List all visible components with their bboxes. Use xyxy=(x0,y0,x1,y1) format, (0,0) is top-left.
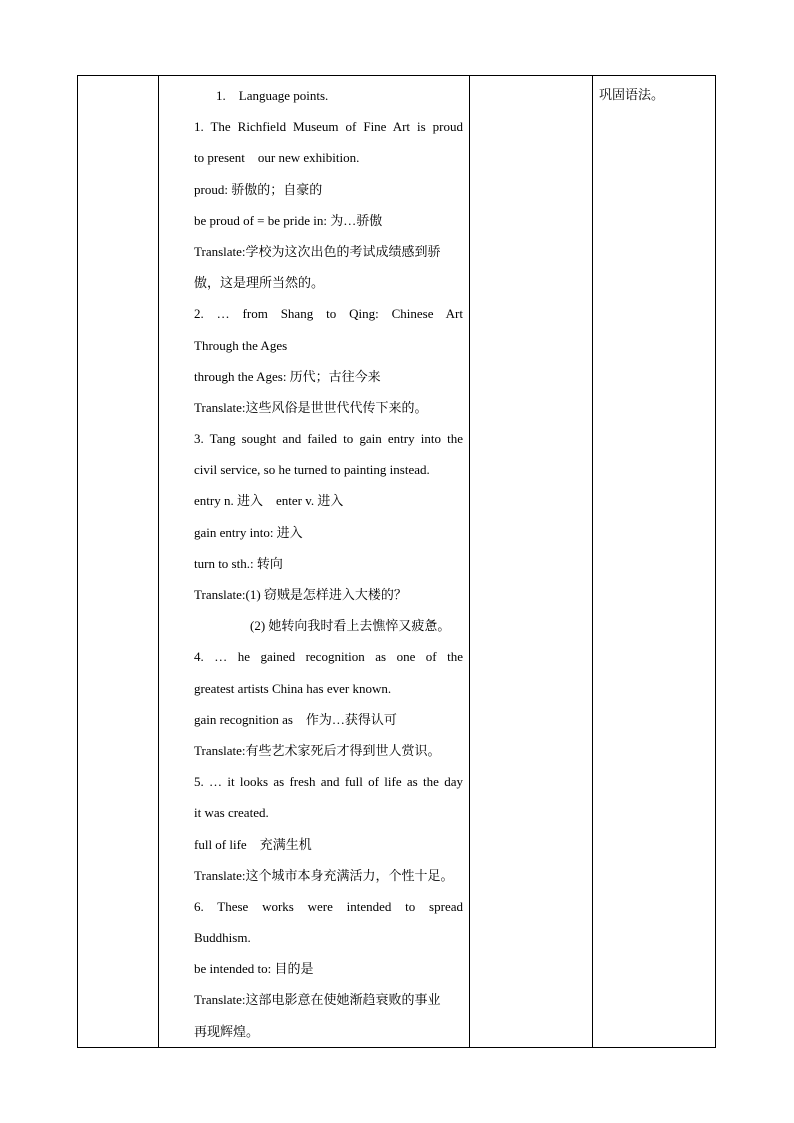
text-line: 4. … he gained recognition as one of the xyxy=(194,649,463,665)
text-line: gain entry into: 进入 xyxy=(194,524,303,540)
text-line: 6. These works were intended to spread xyxy=(194,898,463,914)
text-line: 3. Tang sought and failed to gain entry into the xyxy=(194,431,463,447)
text-line: proud: 骄傲的；自豪的 xyxy=(194,181,323,197)
lesson-table xyxy=(77,75,716,1048)
text-line: Translate:学校为这次出色的考试成绩感到骄 xyxy=(194,243,441,259)
text-line: Buddhism. xyxy=(194,930,251,946)
text-line: greatest artists China has ever known. xyxy=(194,680,392,696)
text-line: Translate:有些艺术家死后才得到世人赏识。 xyxy=(194,742,441,758)
note-text: 巩固语法。 xyxy=(599,88,665,103)
text-line: 2. … from Shang to Qing: Chinese Art xyxy=(194,306,463,322)
text-line: to present our new exhibition. xyxy=(194,150,360,166)
text-line: through the Ages: 历代；古往今来 xyxy=(194,368,381,384)
text-line: Translate:这个城市本身充满活力，个性十足。 xyxy=(194,867,454,883)
text-line: gain recognition as 作为…获得认可 xyxy=(194,711,397,727)
blank-cell-left xyxy=(78,76,159,1048)
text-line: Through the Ages xyxy=(194,337,288,353)
text-line: entry n. 进入 enter v. 进入 xyxy=(194,493,344,509)
text-line: full of life 充满生机 xyxy=(194,836,312,852)
text-line: 1. The Richfield Museum of Fine Art is proud xyxy=(194,119,463,135)
note-cell xyxy=(593,76,716,1048)
text-line: 傲，这是理所当然的。 xyxy=(194,275,325,291)
text-line: be proud of = be pride in: 为…骄傲 xyxy=(194,212,383,228)
blank-cell-middle xyxy=(470,76,593,1048)
text-line: Translate:(1) 窃贼是怎样进入大楼的？ xyxy=(194,587,407,602)
text-line: 1. Language points. xyxy=(216,88,329,103)
text-line: it was created. xyxy=(194,805,269,821)
text-line: Translate:这些风俗是世世代代传下来的。 xyxy=(194,399,428,415)
language-points-content xyxy=(159,76,469,1047)
text-line: 5. … it looks as fresh and full of life as the day xyxy=(194,774,463,790)
language-points-cell xyxy=(159,76,470,1048)
text-line: 再现辉煌。 xyxy=(194,1023,260,1039)
text-line: Translate:这部电影意在使她渐趋衰败的事业 xyxy=(194,992,441,1008)
text-line: be intended to: 目的是 xyxy=(194,961,314,977)
text-line: (2) 她转向我时看上去憔悴又疲惫。 xyxy=(250,618,451,634)
table-row xyxy=(78,76,716,1048)
text-line: civil service, so he turned to painting instead. xyxy=(194,462,430,478)
text-line: turn to sth.: 转向 xyxy=(194,555,283,571)
